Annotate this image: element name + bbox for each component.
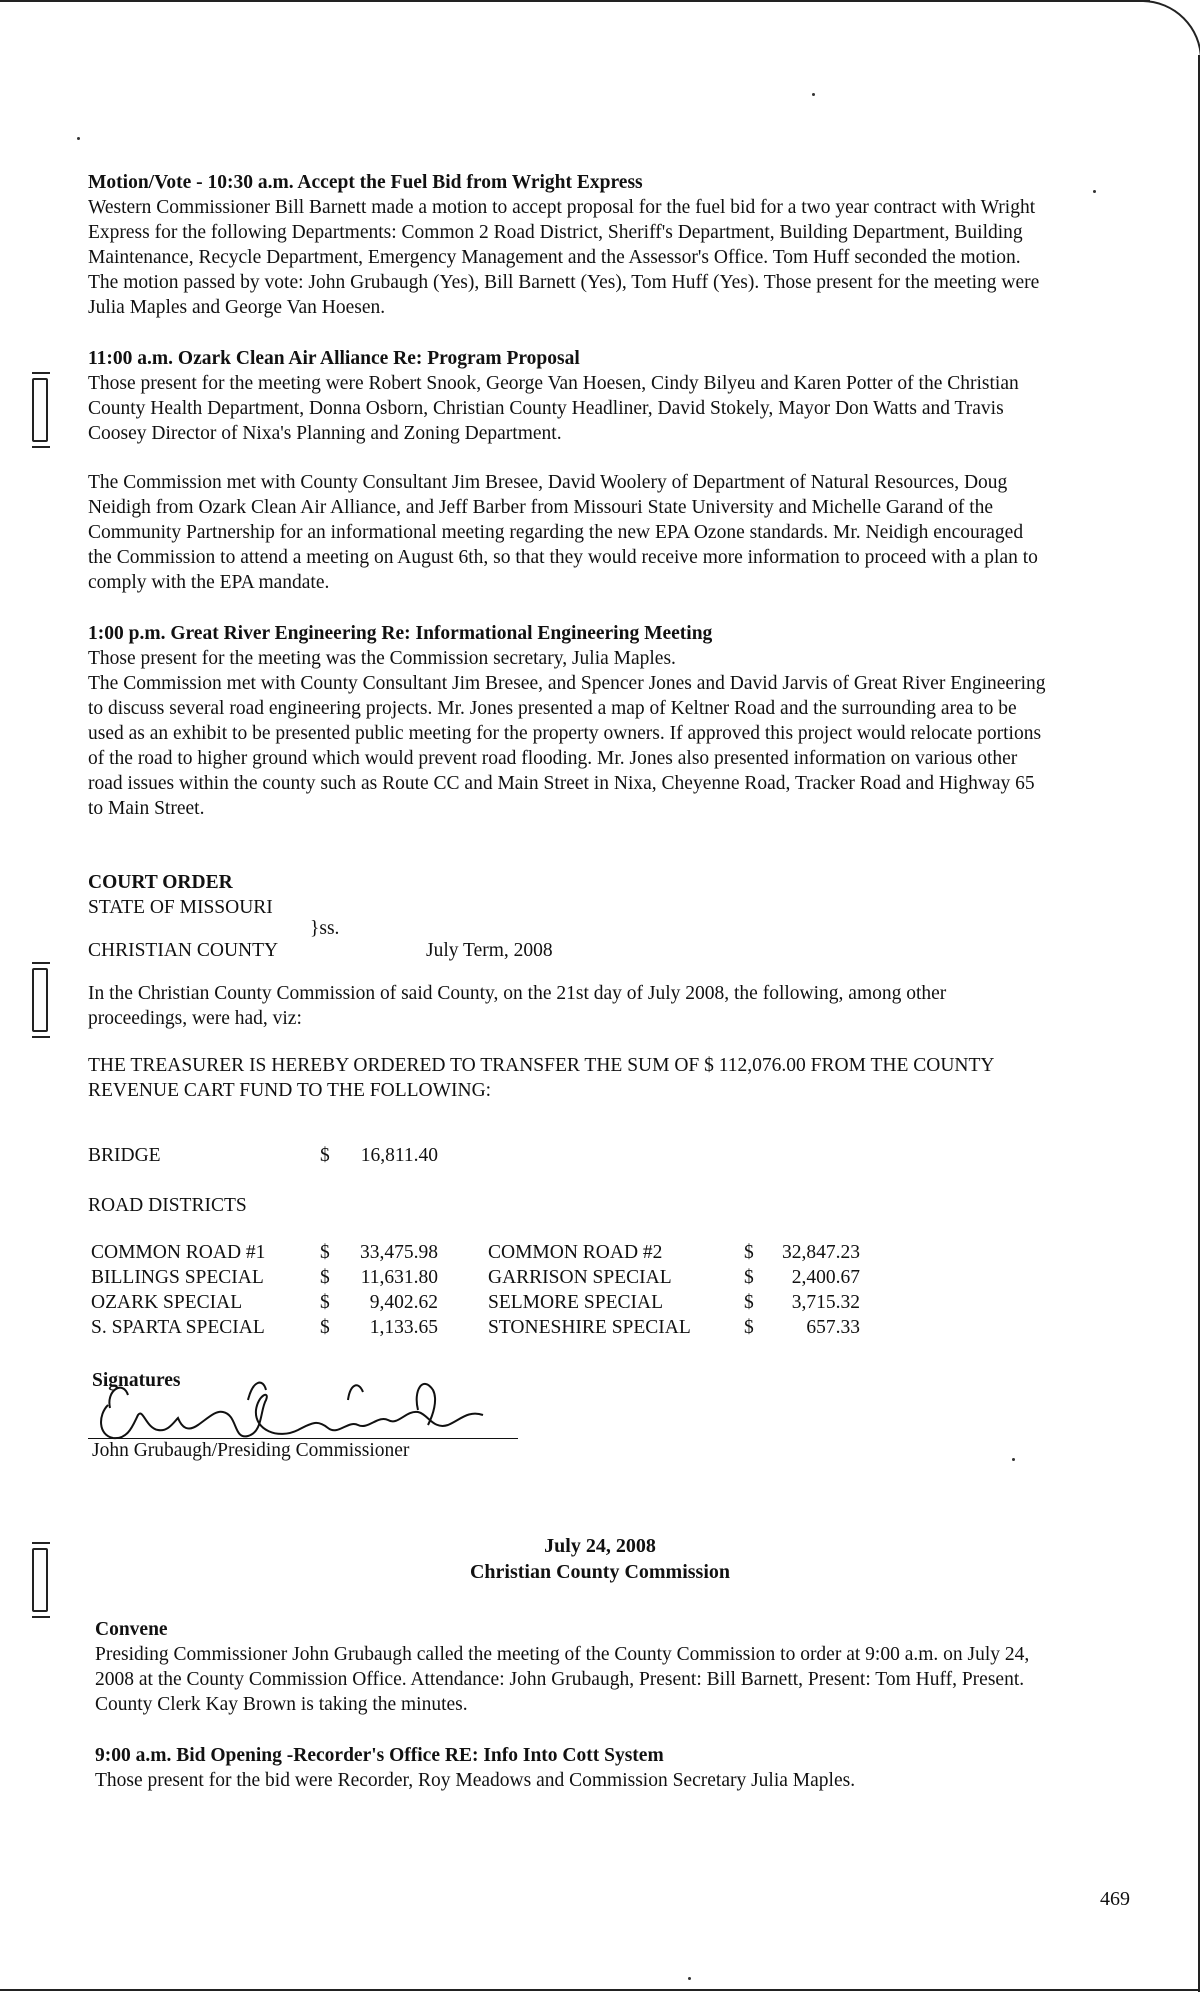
court-order-transfer: THE TREASURER IS HEREBY ORDERED TO TRANSFER THE SUM OF $ 112,076.00 FROM THE COUNTY REVENUE CART FUND TO THE FOLLOWING:: [88, 1055, 994, 1101]
table-row: [88, 1242, 888, 1267]
court-order-state: STATE OF MISSOURI: [88, 897, 273, 918]
court-order-term: July Term, 2008: [426, 940, 553, 961]
table-row: [88, 1292, 888, 1317]
court-order-ss: }ss.: [310, 918, 340, 939]
court-order: [88, 870, 1048, 1103]
convene-section: [95, 1617, 1055, 1717]
court-order-county: CHRISTIAN COUNTY: [88, 940, 279, 961]
table-row: [88, 1267, 888, 1292]
road-district-table: [88, 1242, 888, 1342]
district-amount: 3,715.32: [791, 1292, 860, 1313]
ozark-body: The Commission met with County Consultant Jim Bresee, David Woolery of Department of Natural Resources, Doug Neidigh from Ozark Clean Air Alliance, and Jeff Barber from Missouri State University and Michelle Garand of the Community Partnership for an informational meeting regarding the new EPA Ozone standards. Mr. Neidigh encouraged the Commission to attend a meeting on August 6th, so that they would receive more information to proceed with a plan to comply with the EPA mandate.: [88, 472, 1038, 593]
dollar-sign: $: [744, 1242, 754, 1263]
commission-heading: Christian County Commission: [469, 1561, 731, 1583]
page-border-top: [0, 0, 1150, 2]
page-border-bottom: [0, 1989, 1200, 1991]
dollar-sign: $: [744, 1267, 754, 1288]
scan-speck: [77, 137, 80, 140]
dollar-sign: $: [320, 1242, 330, 1263]
district-amount: 657.33: [806, 1317, 860, 1338]
district-label: STONESHIRE SPECIAL: [488, 1317, 691, 1338]
dollar-sign: $: [320, 1317, 330, 1338]
scan-speck: [688, 1977, 691, 1980]
bid-opening-body: Those present for the bid were Recorder, Roy Meadows and Commission Secretary Julia Maples.: [95, 1770, 856, 1791]
bridge-label: BRIDGE: [88, 1145, 161, 1166]
convene-body: Presiding Commissioner John Grubaugh called the meeting of the County Commission to order at 9:00 a.m. on July 24, 2008 at the County Commission Office. Attendance: John Grubaugh, Present: Bill Barnett, Present: Tom Huff, Present. County Clerk Kay Brown is taking the minutes.: [95, 1644, 1030, 1715]
motion-vote-body: Western Commissioner Bill Barnett made a motion to accept proposal for the fuel bid for a two year contract with Wright Express for the following Departments: Common 2 Road District, Sheriff's Department, Building Department, Building Maintenance, Recycle Department, Emergency Management and the Assessor's Office. Tom Huff seconded the motion. The motion passed by vote: John Grubaugh (Yes), Bill Barnett (Yes), Tom Huff (Yes). Those present for the meeting were Julia Maples and George Van Hoesen.: [88, 197, 1040, 318]
page-number: 469: [1100, 1888, 1130, 1910]
ozark-attendees: Those present for the meeting were Robert Snook, George Van Hoesen, Cindy Bilyeu and Karen Potter of the Christian County Health Department, Donna Osborn, Christian County Headliner, David Stokely, Mayor Don Watts and Travis Coosey Director of Nixa's Planning and Zoning Department.: [88, 373, 1019, 444]
minutes-july24: [95, 1617, 1055, 1819]
ozark-section: [88, 346, 1048, 595]
signature-name: John Grubaugh/Presiding Commissioner: [92, 1440, 410, 1461]
district-amount: 32,847.23: [782, 1242, 860, 1263]
dollar-sign: $: [320, 1292, 330, 1313]
great-river-attendees: Those present for the meeting was the Commission secretary, Julia Maples.: [88, 648, 676, 669]
district-label: COMMON ROAD #1: [91, 1242, 266, 1263]
ozark-heading: 11:00 a.m. Ozark Clean Air Alliance Re: Program Proposal: [88, 348, 580, 369]
dollar-sign: $: [744, 1317, 754, 1338]
minutes-top: [88, 170, 1048, 847]
bridge-dollar: $: [320, 1145, 330, 1166]
table-row: [88, 1317, 888, 1342]
dollar-sign: $: [744, 1292, 754, 1313]
margin-bracket: [32, 378, 48, 442]
bridge-amount: 16,811.40: [360, 1145, 438, 1166]
signature-block: [88, 1370, 548, 1480]
date-heading: July 24, 2008: [544, 1535, 656, 1557]
scan-speck: [1093, 190, 1096, 193]
district-label: BILLINGS SPECIAL: [91, 1267, 264, 1288]
motion-vote-section: [88, 170, 1048, 320]
district-label: SELMORE SPECIAL: [488, 1292, 663, 1313]
signatures-label: Signatures: [92, 1370, 181, 1391]
district-amount: 1,133.65: [369, 1317, 438, 1338]
bid-opening-section: [95, 1743, 1055, 1793]
district-amount: 33,475.98: [360, 1242, 438, 1263]
motion-vote-heading: Motion/Vote - 10:30 a.m. Accept the Fuel Bid from Wright Express: [88, 172, 643, 193]
convene-heading: Convene: [95, 1619, 168, 1640]
district-label: COMMON ROAD #2: [488, 1242, 663, 1263]
district-amount: 11,631.80: [360, 1267, 438, 1288]
district-label: OZARK SPECIAL: [91, 1292, 243, 1313]
great-river-heading: 1:00 p.m. Great River Engineering Re: Informational Engineering Meeting: [88, 623, 713, 644]
road-districts-label: ROAD DISTRICTS: [88, 1195, 247, 1216]
signature-line: [88, 1438, 518, 1439]
court-order-heading: COURT ORDER: [88, 872, 233, 893]
great-river-section: [88, 621, 1048, 821]
great-river-body: The Commission met with County Consultant Jim Bresee, and Spencer Jones and David Jarvis of Great River Engineering to discuss several road engineering projects. Mr. Jones presented a map of Keltner Road and the surrounding area to be used as an exhibit to be presented public meeting for the property owners. If approved this project would relocate portions of the road to higher ground which would prevent road flooding. Mr. Jones also presented information on various other road issues within the county such as Route CC and Main Street in Nixa, Cheyenne Road, Tracker Road and Highway 65 to Main Street.: [88, 673, 1046, 819]
district-amount: 9,402.62: [369, 1292, 438, 1313]
court-order-intro: In the Christian County Commission of said County, on the 21st day of July 2008, the following, among other proceedings, were had, viz:: [88, 983, 947, 1029]
district-amount: 2,400.67: [791, 1267, 860, 1288]
scan-speck: [812, 93, 815, 96]
margin-bracket: [32, 968, 48, 1032]
district-label: S. SPARTA SPECIAL: [91, 1317, 265, 1338]
page-corner-fold: [1140, 0, 1200, 62]
dollar-sign: $: [320, 1267, 330, 1288]
district-label: GARRISON SPECIAL: [488, 1267, 672, 1288]
scan-speck: [1012, 1458, 1015, 1461]
bid-opening-heading: 9:00 a.m. Bid Opening -Recorder's Office RE: Info Into Cott System: [95, 1745, 664, 1766]
